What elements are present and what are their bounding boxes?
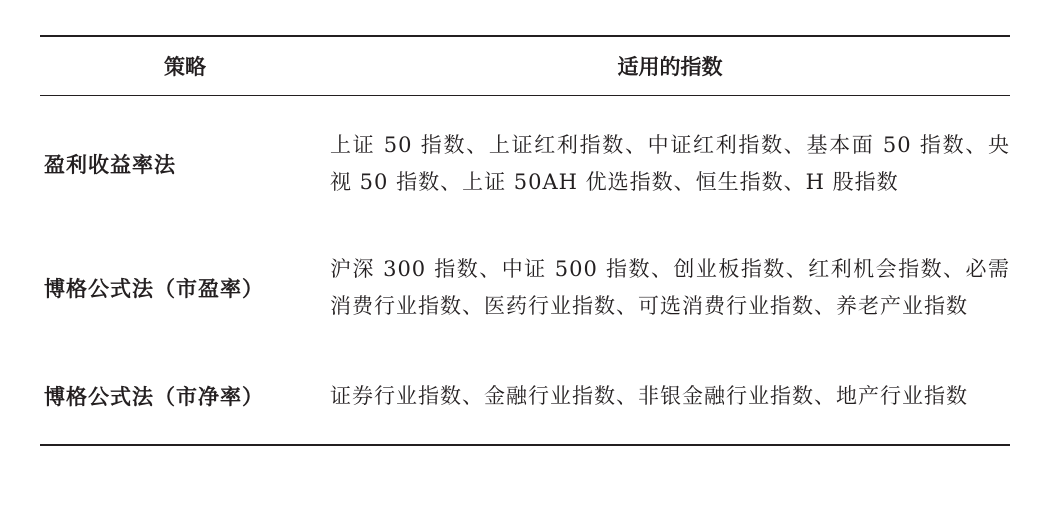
table-header-row: [40, 37, 1010, 95]
row-indices: 证券行业指数、金融行业指数、非银金融行业指数、地产行业指数: [330, 383, 968, 408]
row-indices: 上证 50 指数、上证红利指数、中证红利指数、基本面 50 指数、央视 50 指数、上证 50AH 优选指数、恒生指数、H 股指数: [330, 133, 1010, 194]
table-bottom-rule: [40, 444, 1010, 446]
row-indices: 沪深 300 指数、中证 500 指数、创业板指数、红利机会指数、必需消费行业指数、医药行业指数、可选消费行业指数、养老产业指数: [330, 257, 1010, 318]
table-row: [40, 348, 1010, 444]
table-row: [40, 228, 1010, 348]
header-indices: 适用的指数: [617, 55, 723, 79]
header-strategy: 策略: [164, 55, 206, 79]
table-row: [40, 96, 1010, 228]
row-strategy: 博格公式法（市盈率）: [44, 277, 264, 301]
row-strategy: 盈利收益率法: [44, 153, 176, 177]
row-strategy: 博格公式法（市净率）: [44, 385, 264, 409]
strategy-index-table: [40, 35, 1010, 446]
